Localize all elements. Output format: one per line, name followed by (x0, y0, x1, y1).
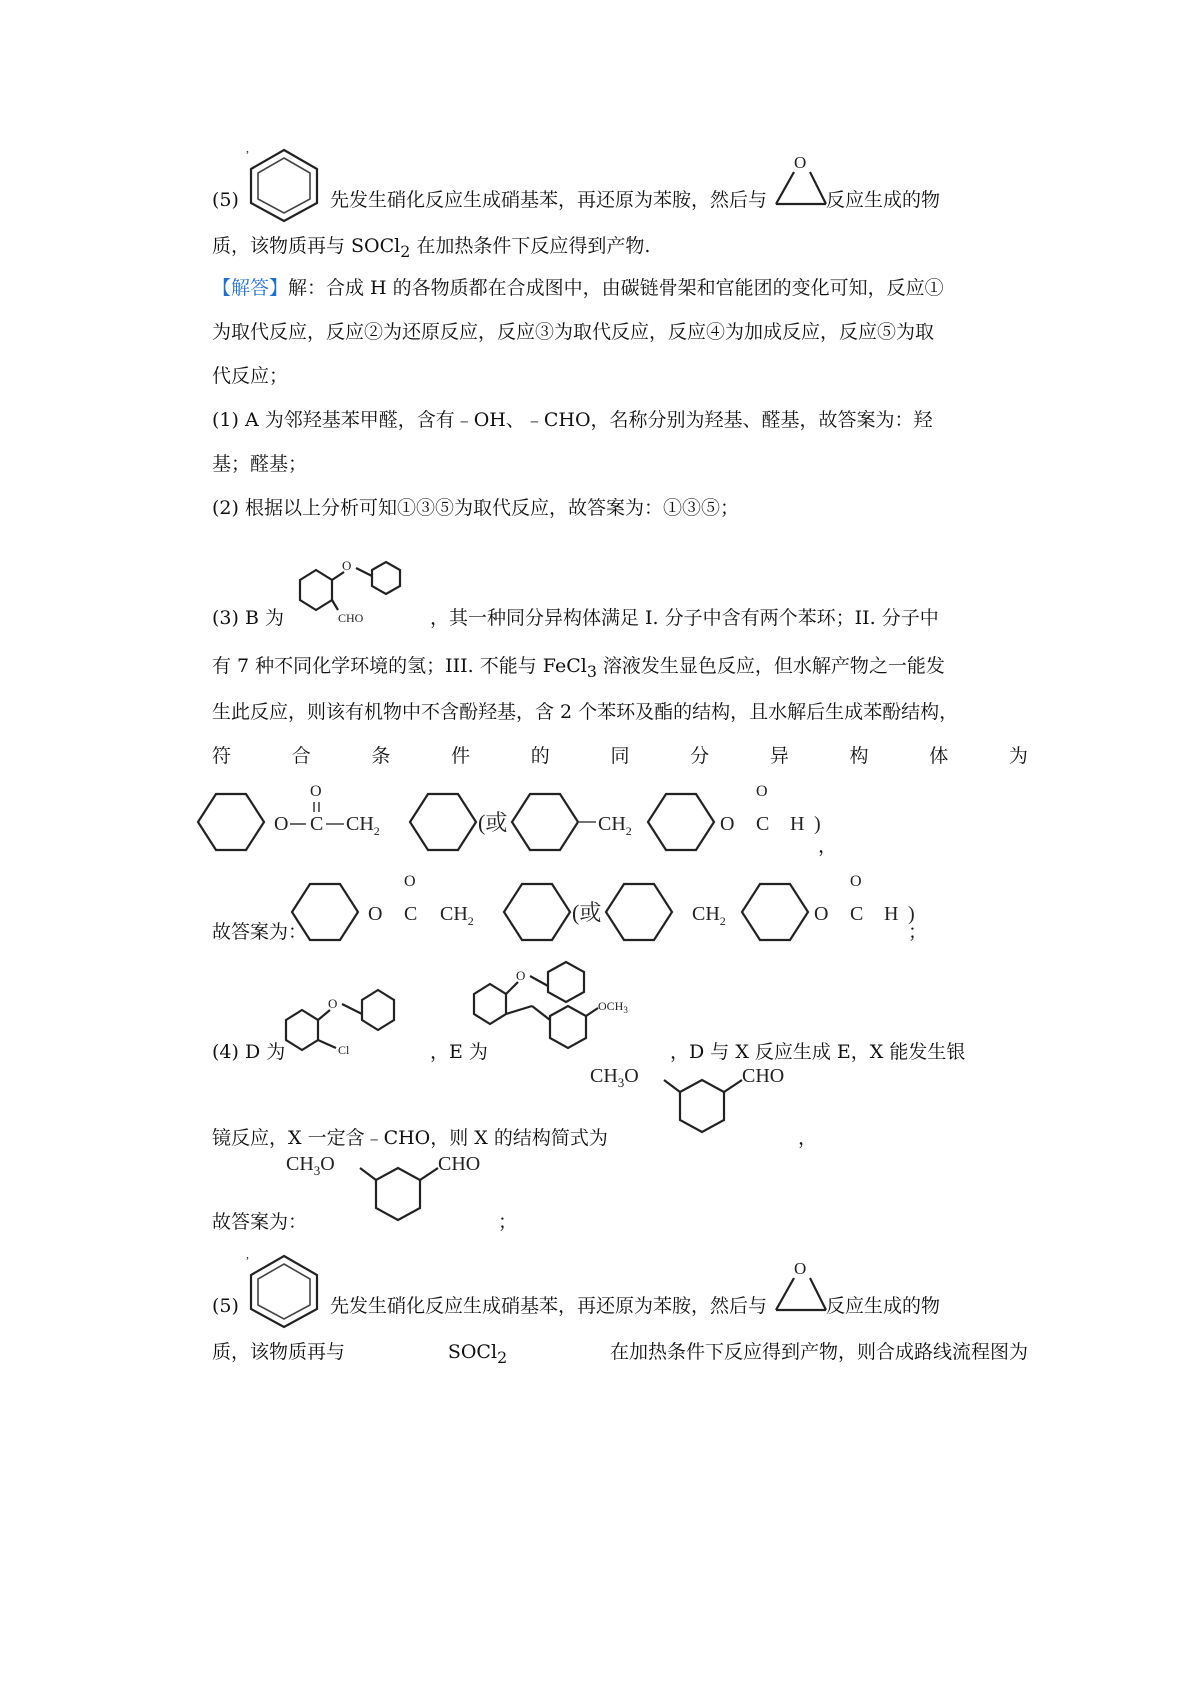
svg-text:CHO: CHO (438, 1153, 481, 1175)
benzene-icon (246, 1247, 326, 1328)
svg-text:OCH3: $OCH_3$ (598, 999, 628, 1015)
svg-text:O: O (814, 903, 829, 925)
svg-text:O: O (756, 783, 768, 800)
q3-semicolon: ； (908, 921, 928, 943)
compound-e-structure (470, 950, 670, 1060)
svg-text:): ) (814, 813, 821, 835)
para-5-bottom-text2: 反应生成的物 (826, 1295, 941, 1317)
svg-text:O: O (310, 783, 322, 800)
svg-text:C: C (850, 903, 864, 925)
svg-text:,: , (246, 141, 249, 155)
q3-answer-label: 故答案为： (212, 921, 308, 943)
ester-structure-1 (196, 780, 836, 860)
q3-line4: 符 合 条 件 的 同 分 异 构 体 为 (212, 745, 1028, 767)
q4-line2: 镜反应，X 一定含﹣CHO，则 X 的结构简式为 (212, 1127, 608, 1149)
q3-line1-label: (3) B 为 (212, 607, 284, 629)
q4-answer-label: 故答案为： (212, 1211, 308, 1233)
epoxide-icon (772, 1258, 832, 1314)
answer-line2: 为取代反应，反应②为还原反应，反应③为取代反应，反应④为加成反应，反应⑤为取 (212, 321, 935, 343)
answer-tag: 【解答】 (212, 277, 289, 299)
svg-text:CHO: CHO (742, 1065, 785, 1087)
svg-text:O: O (342, 558, 352, 573)
compound-d-structure (282, 970, 422, 1060)
svg-text:H: H (884, 903, 899, 925)
svg-text:): ) (908, 903, 915, 925)
svg-text:CH2: $CH_2$ (598, 813, 632, 838)
svg-text:CH3O: $CH_3O$ (286, 1153, 335, 1178)
q1-line1: (1) A 为邻羟基苯甲醛，含有﹣OH、﹣CHO，名称分别为羟基、醛基，故答案为：羟 (212, 409, 933, 431)
svg-text:C: C (756, 813, 770, 835)
svg-text:H: H (790, 813, 805, 835)
svg-text:,: , (246, 1247, 249, 1261)
svg-text:(或: (或 (478, 810, 508, 835)
para-5-top-text2: 反应生成的物 (826, 189, 941, 211)
compound-x-structure-2 (286, 1146, 526, 1242)
para-5-bottom-line2: 质，该物质再与 SOCl$_2$ 在加热条件下反应得到产物，则合成路线流程图为 (212, 1341, 1028, 1367)
benzene-icon (246, 141, 326, 222)
svg-text:CH3O: $CH_3O$ (590, 1065, 639, 1090)
svg-text:CH2: $CH_2$ (346, 813, 380, 838)
svg-text:(或: (或 (572, 900, 602, 925)
svg-text:O: O (328, 996, 338, 1011)
svg-text:C: C (310, 813, 324, 835)
q3-comma: ， (818, 835, 838, 857)
svg-text:O: O (404, 873, 416, 890)
svg-text:O: O (274, 813, 289, 835)
svg-text:O: O (850, 873, 862, 890)
q3-line3: 生此反应，则该有机物中不含酚羟基，含 2 个苯环及酯的结构，且水解后生成苯酚结构， (212, 701, 959, 723)
svg-text:O: O (516, 968, 526, 983)
q3-line1-text: ，其一种同分异构体满足 I. 分子中含有两个苯环；II. 分子中 (430, 607, 939, 629)
svg-text:CHO: CHO (338, 611, 364, 625)
compound-b-structure (278, 548, 418, 628)
q4-comma: ， (798, 1127, 818, 1149)
epoxide-icon (772, 152, 832, 208)
q1-line2: 基；醛基； (212, 453, 308, 475)
para-5-bottom-text: 先发生硝化反应生成硝基苯，再还原为苯胺，然后与 (330, 1295, 768, 1317)
para-5-bottom-num: (5) (212, 1295, 239, 1317)
svg-text:CH2: $CH_2$ (440, 903, 474, 928)
q4-line1-label: (4) D 为 (212, 1041, 286, 1063)
compound-x-structure-1 (590, 1058, 830, 1154)
epoxide-o: O (794, 153, 807, 172)
q4-semicolon: ； (498, 1211, 518, 1233)
q4-line1-text: ，D 与 X 反应生成 E，X 能发生银 (670, 1041, 966, 1063)
para-5-top-line1 (212, 186, 239, 214)
para-5-top-line2: 质，该物质再与 SOCl$_2$ 在加热条件下反应得到产物. (212, 235, 651, 261)
ester-structure-2 (290, 870, 930, 950)
q4-line1-mid: ，E 为 (430, 1041, 488, 1063)
answer-line1: 【解答】解：合成 H 的各物质都在合成图中，由碳链骨架和官能团的变化可知，反应① (212, 277, 944, 299)
svg-text:Cl: Cl (338, 1043, 350, 1057)
svg-text:O: O (368, 903, 383, 925)
para-5-num: (5) (212, 189, 239, 211)
para-5-top-text: 先发生硝化反应生成硝基苯，再还原为苯胺，然后与 (330, 189, 768, 211)
answer-line3: 代反应； (212, 365, 289, 387)
svg-text:O: O (720, 813, 735, 835)
q2-line1: (2) 根据以上分析可知①③⑤为取代反应，故答案为：①③⑤； (212, 497, 739, 519)
svg-text:CH2: $CH_2$ (692, 903, 726, 928)
q3-line2: 有 7 种不同化学环境的氢；III. 不能与 FeCl$_3$ 溶液发生显色反应，但水解产物之一能发 (212, 655, 945, 681)
svg-text:O: O (794, 1259, 807, 1278)
svg-text:C: C (404, 903, 418, 925)
